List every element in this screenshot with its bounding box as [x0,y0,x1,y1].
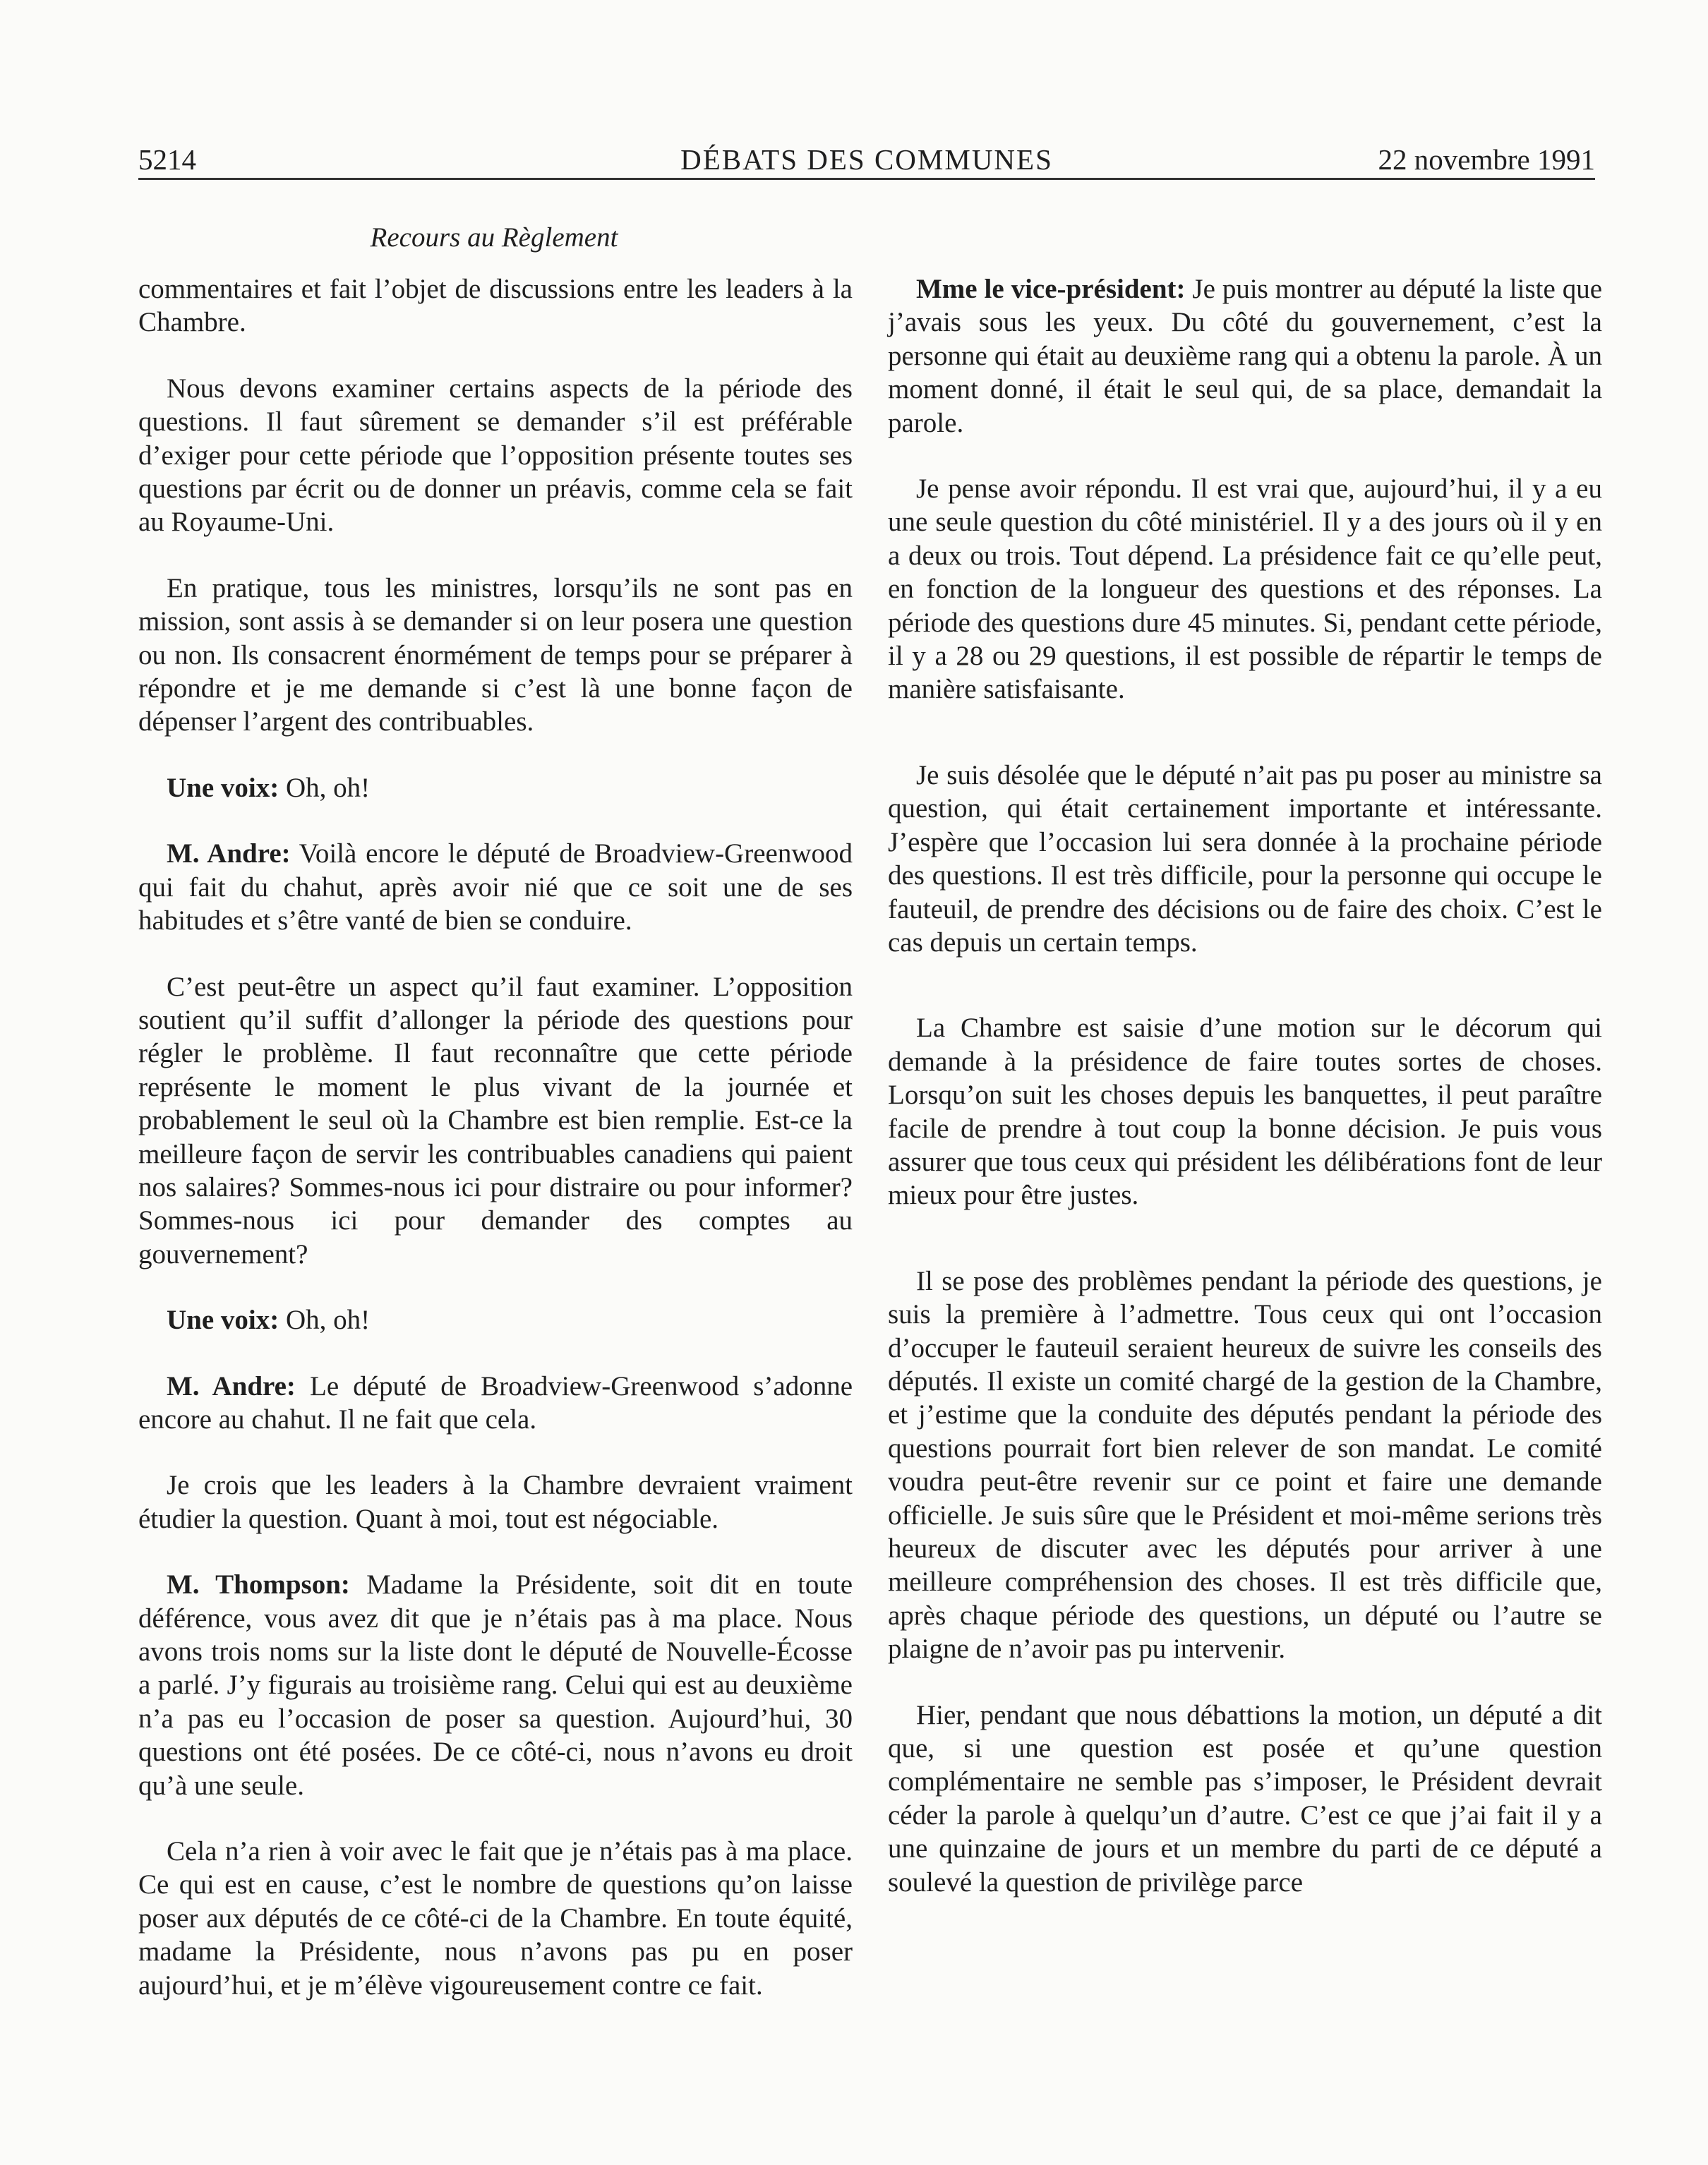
speech-paragraph [138,837,853,937]
speech-text: Oh, oh! [279,772,371,803]
paragraph: En pratique, tous les ministres, lorsqu’ils ne sont pas en mission, sont assis à se demander si on leur posera une question ou non. Ils consacrent énormément de temps pour se préparer à répondre et je me demande si c’est là une bonne façon de dépenser l’argent des contribuables. [138,572,853,737]
paragraph: La Chambre est saisie d’une motion sur le décorum qui demande à la présidence de faire toutes sortes de choses. Lorsqu’on suit les choses depuis les banquettes, il peut paraître facile de prendre à tout coup la bonne décision. Je puis vous assurer que tous ceux qui président les délibérations font de leur mieux pour être justes. [888,1013,1602,1211]
speaker-name: Une voix: [167,1305,279,1336]
speaker-name: M. Andre: [167,1370,296,1401]
speech-text: Voilà encore le député de Broadview-Greenwood qui fait du chahut, après avoir nié que ce soit une de ses habitudes et s’être vanté de bien se conduire. [138,838,853,936]
speech-paragraph [138,1370,853,1437]
speech-text: Madame la Présidente, soit dit en toute déférence, vous avez dit que je n’étais pas à ma place. Nous avons trois noms sur la liste dont le député de Nouvelle-Écosse a parlé. J’y figurais au troisième rang. Celui qui est au deuxième n’a pas eu l’occasion de poser sa question. Aujourd’hui, 30 questions ont été posées. De ce côté-ci, nous n’avons eu droit qu’à une seule. [138,1569,853,1801]
paragraph: Nous devons examiner certains aspects de la période des questions. Il faut sûrement se demander s’il est préférable d’exiger pour cette période que l’opposition présente toutes ses questions par écrit ou de donner un préavis, comme cela se fait au Royaume-Uni. [138,373,853,538]
paragraph: C’est peut-être un aspect qu’il faut examiner. L’opposition soutient qu’il suffit d’allonger la période des questions pour régler le problème. Il faut reconnaître que cette période représente le moment le plus vivant de la journée et probablement le seul où la Chambre est bien remplie. Est-ce la meilleure façon de servir les contribuables canadiens qui paient nos salaires? Sommes-nous ici pour distraire ou pour informer? Sommes-nous ici pour demander des comptes au gouvernement? [138,971,853,1270]
paragraph: Hier, pendant que nous débattions la motion, un député a dit que, si une question est posée et qu’une question complémentaire ne semble pas s’imposer, le Président devrait céder la parole à quelqu’un d’autre. C’est ce que j’ai fait il y a une quinzaine de jours et un membre du parti de ce député a soulevé la question de privilège parce [888,1699,1602,1898]
paragraph: commentaires et fait l’objet de discussions entre les leaders à la Chambre. [138,274,853,338]
section-title: Recours au Règlement [370,222,618,253]
paragraph: Je pense avoir répondu. Il est vrai que, aujourd’hui, il y a eu une seule question du côté ministériel. Il y a des jours où il y en a deux ou trois. Tout dépend. La présidence fait ce qu’elle peut, en fonction de la longueur des questions et des réponses. La période des questions dure 45 minutes. Si, pendant cette période, il y a 28 ou 29 questions, il est possible de répartir le temps de manière satisfaisante. [888,474,1602,705]
speech-paragraph [138,1303,853,1337]
speaker-name: Une voix: [167,772,279,803]
speaker-name: M. Thompson: [167,1569,350,1600]
publication-date: 22 novembre 1991 [1378,143,1595,176]
publication-title: DÉBATS DES COMMUNES [680,143,1053,176]
speech-text: Je puis montrer au député la liste que j’avais sous les yeux. Du côté du gouvernement, c’est la personne qui était au deuxième rang qui a obtenu la parole. À un moment donné, il était le seul qui, de sa place, demandait la parole. [888,274,1602,438]
paragraph: Cela n’a rien à voir avec le fait que je n’étais pas à ma place. Ce qui est en cause, c’est le nombre de questions qu’on laisse poser aux députés de ce côté-ci de la Chambre. En toute équité, madame la Présidente, nous n’avons pas pu en poser aujourd’hui, et je m’élève vigoureusement contre ce fait. [138,1836,853,2001]
paragraph: Je suis désolée que le député n’ait pas pu poser au ministre sa question, qui était certainement importante et intéressante. J’espère que l’occasion lui sera donnée à la prochaine période des questions. Il est très difficile, pour la personne qui occupe le fauteuil, de prendre des décisions ou de faire des choix. C’est le cas depuis un certain temps. [888,759,1602,958]
paragraph: Il se pose des problèmes pendant la période des questions, je suis la première à l’admettre. Tous ceux qui ont l’occasion d’occuper le fauteuil seraient heureux de suivre les conseils des députés. Il existe un comité chargé de la gestion de la Chambre, et j’estime que la conduite des députés pendant la période des questions pourrait fort bien relever de son mandat. Le comité voudra peut-être revenir sur ce point et faire une demande officielle. Je suis sûre que le Président et moi-même serions très heureux de discuter avec les députés pour arriver à une meilleure compréhension des choses. Il est très difficile que, après chaque période des questions, un député ou l’autre se plaigne de n’avoir pas pu intervenir. [888,1265,1602,1665]
paragraph: Je crois que les leaders à la Chambre devraient vraiment étudier la question. Quant à moi, tout est négociable. [138,1470,853,1534]
page-number: 5214 [138,143,196,176]
speaker-name: Mme le vice-président: [916,274,1186,304]
right-column [888,272,1602,1899]
speech-text: Le député de Broadview-Greenwood s’adonne encore au chahut. Il ne fait que cela. [138,1370,853,1435]
speaker-name: M. Andre: [167,838,291,869]
speech-text: Oh, oh! [279,1305,371,1336]
page-header [138,141,1595,180]
speech-paragraph [888,272,1602,440]
speech-paragraph [138,771,853,804]
speech-paragraph [138,1568,853,1802]
left-column [138,272,853,2002]
